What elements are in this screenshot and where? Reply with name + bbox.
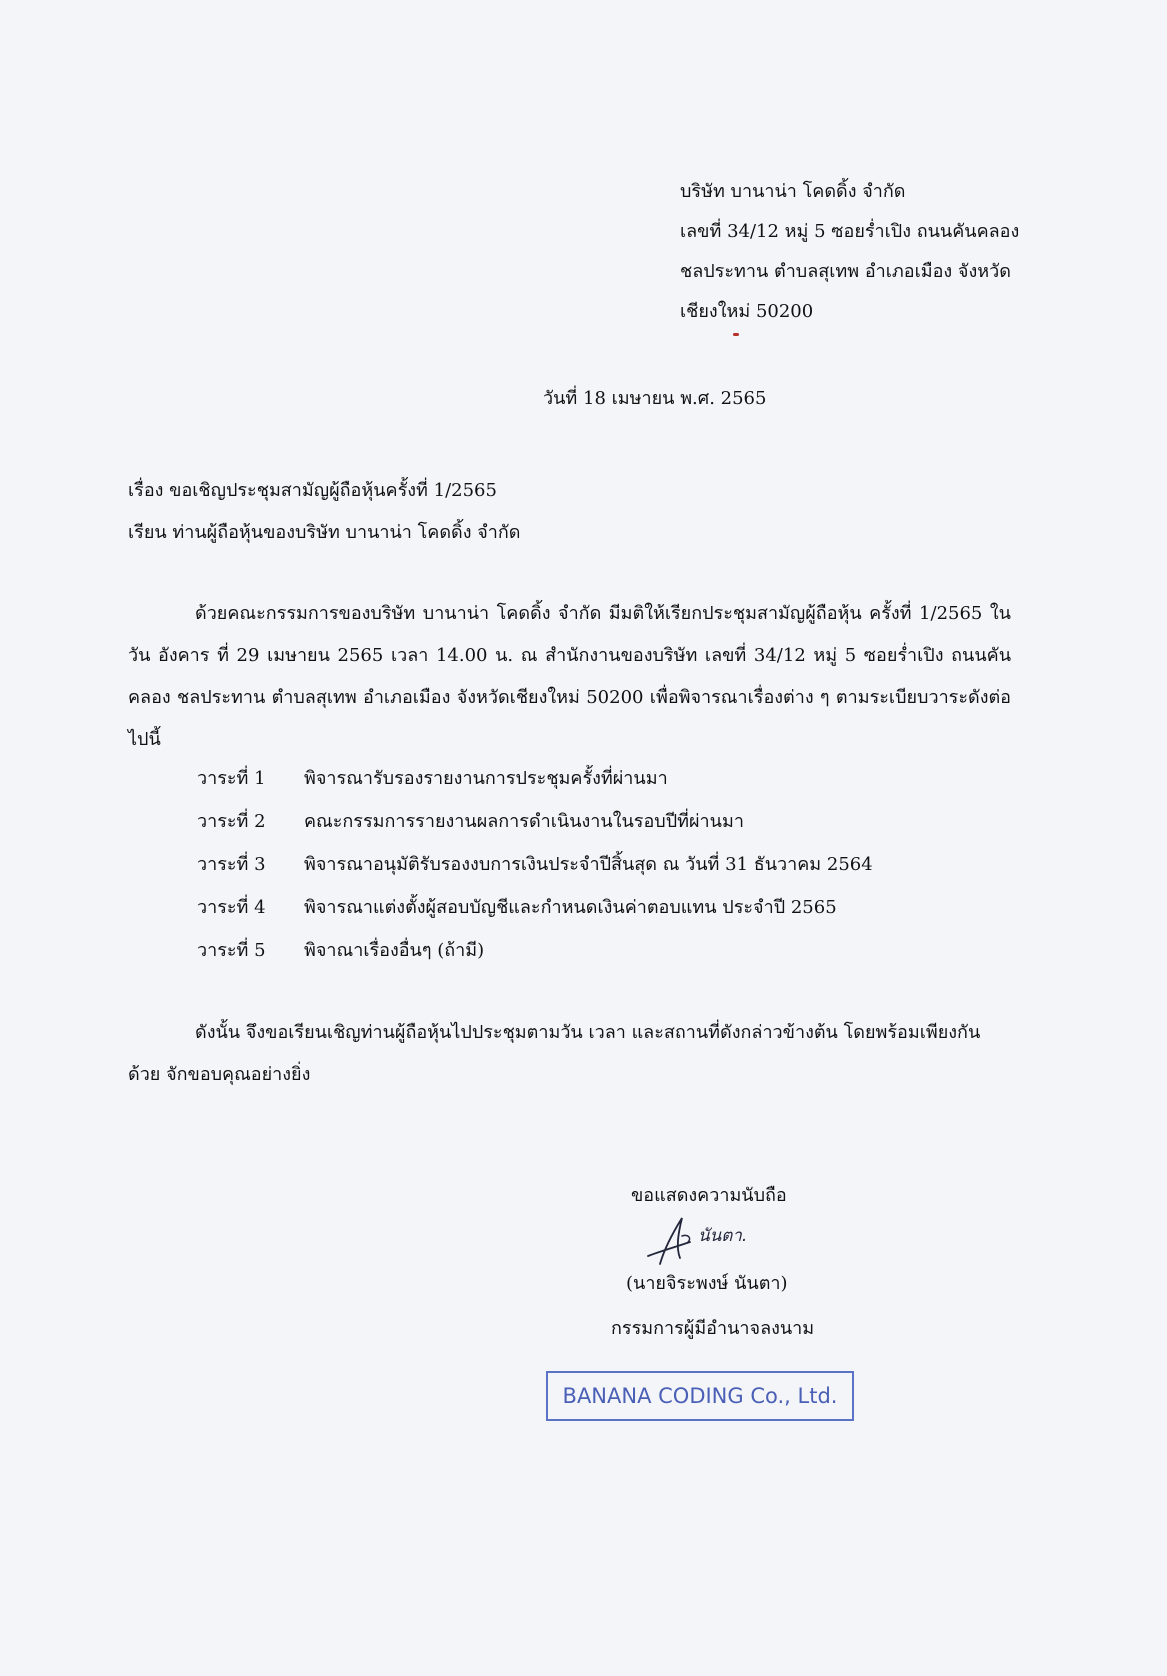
agenda-text: พิจารณาแต่งตั้งผู้สอบบัญชีและกำหนดเงินค่าตอบแทน ประจำปี 2565 xyxy=(304,897,837,918)
agenda-item xyxy=(197,757,873,800)
ink-mark xyxy=(733,333,739,336)
signer-title: กรรมการผู้มีอำนาจลงนาม xyxy=(611,1318,815,1339)
agenda-label: วาระที่ 1 xyxy=(197,768,266,789)
agenda-item xyxy=(197,886,873,929)
signature-text: นันตา. xyxy=(698,1226,748,1246)
company-stamp xyxy=(546,1371,854,1421)
sender-company: บริษัท บานาน่า โคดดิ้ง จำกัด xyxy=(680,181,906,202)
agenda-text: พิจารณาอนุมัติรับรองงบการเงินประจำปีสิ้นสุด ณ วันที่ 31 ธันวาคม 2564 xyxy=(304,854,873,875)
agenda-label: วาระที่ 5 xyxy=(197,940,266,961)
sender-address-line: ชลประทาน ตำบลสุเทพ อำเภอเมือง จังหวัด xyxy=(680,261,1011,282)
signature xyxy=(638,1212,798,1272)
agenda-label: วาระที่ 3 xyxy=(197,854,266,875)
subject-block xyxy=(128,470,520,554)
letter-date: วันที่ 18 เมษายน พ.ศ. 2565 xyxy=(543,388,767,409)
sender-address-line: เชียงใหม่ 50200 xyxy=(680,301,814,322)
body-paragraph: ด้วยคณะกรรมการของบริษัท บานาน่า โคดดิ้ง จำกัด มีมติให้เรียกประชุมสามัญผู้ถือหุ้น ครั้งที่ 1/2565 ในวัน อังคาร ที่ 29 เมษายน 2565 เวลา 14.00 น. ณ สำนักงานของบริษัท เลขที่ 34/12 หมู่ 5 ซอยร่ำเปิง ถนนคันคลอง ชลประทาน ตำบลสุเทพ อำเภอเมือง จังหวัดเชียงใหม่ 50200 เพื่อพิจารณาเรื่องต่าง ๆ ตามระเบียบวาระดังต่อไปนี้ xyxy=(128,603,1011,750)
agenda-label: วาระที่ 2 xyxy=(197,811,266,832)
subject-line: เรื่อง ขอเชิญประชุมสามัญผู้ถือหุ้นครั้งที่ 1/2565 xyxy=(128,480,497,501)
agenda-label: วาระที่ 4 xyxy=(197,897,266,918)
agenda-list xyxy=(197,757,873,972)
stamp-text: BANANA CODING Co., Ltd. xyxy=(562,1384,838,1408)
regards-line: ขอแสดงความนับถือ xyxy=(631,1185,787,1206)
agenda-item xyxy=(197,843,873,886)
agenda-item xyxy=(197,929,873,972)
recipient-line: เรียน ท่านผู้ถือหุ้นของบริษัท บานาน่า โคดดิ้ง จำกัด xyxy=(128,522,521,543)
agenda-text: พิจาณาเรื่องอื่นๆ (ถ้ามี) xyxy=(304,940,485,961)
closing-paragraph: ดังนั้น จึงขอเรียนเชิญท่านผู้ถือหุ้นไปประชุมตามวัน เวลา และสถานที่ดังกล่าวข้างต้น โดยพร้อมเพียงกันด้วย จักขอบคุณอย่างยิ่ง xyxy=(128,1022,981,1085)
agenda-item xyxy=(197,800,873,843)
sender-address xyxy=(680,172,1100,332)
signer-name: (นายจิระพงษ์ นันตา) xyxy=(626,1273,788,1294)
agenda-text: คณะกรรมการรายงานผลการดำเนินงานในรอบปีที่ผ่านมา xyxy=(304,811,744,832)
agenda-text: พิจารณารับรองรายงานการประชุมครั้งที่ผ่านมา xyxy=(304,768,668,789)
sender-address-line: เลขที่ 34/12 หมู่ 5 ซอยร่ำเปิง ถนนคันคลอง xyxy=(680,221,1020,242)
